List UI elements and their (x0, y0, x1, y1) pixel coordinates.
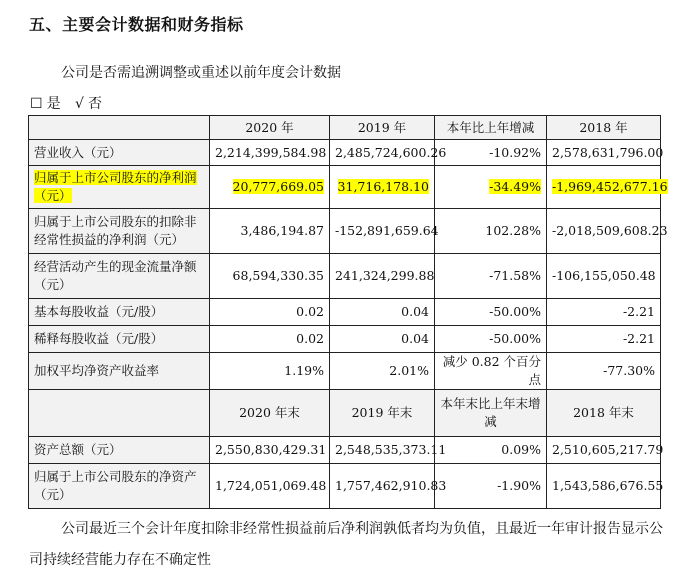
value-cell: 2.01% (330, 353, 435, 390)
row-label: 稀释每股收益（元/股） (29, 326, 210, 353)
table-row (29, 299, 661, 326)
restatement-choice (30, 93, 106, 113)
value-cell: -106,155,050.48 (547, 254, 661, 299)
change-cell: -1.90% (435, 464, 547, 509)
row-label: 基本每股收益（元/股） (29, 299, 210, 326)
change-cell: -10.92% (435, 140, 547, 166)
value-cell: 3,486,194.87 (210, 209, 330, 254)
value-cell: 0.04 (330, 299, 435, 326)
row-label (29, 166, 210, 209)
header-cell: 本年比上年增减 (435, 116, 547, 140)
table-subheader-row (29, 390, 661, 437)
header-cell (29, 390, 210, 437)
section-heading: 五、主要会计数据和财务指标 (29, 15, 244, 34)
header-cell: 2020 年 (210, 116, 330, 140)
header-cell: 2018 年 (547, 116, 661, 140)
value-cell: 2,548,535,373.11 (330, 437, 435, 464)
yes-checkbox-icon: ☐ (30, 96, 43, 112)
change-cell: 102.28% (435, 209, 547, 254)
going-concern-note: 公司最近三个会计年度扣除非经常性损益前后净利润孰低者均为负值，且最近一年审计报告显示公司持续经营能力存在不确定性 (29, 521, 663, 568)
table-row (29, 326, 661, 353)
yes-label: 是 (46, 96, 61, 112)
value-cell: -77.30% (547, 353, 661, 390)
value-cell: 2,578,631,796.00 (547, 140, 661, 166)
value-cell: 68,594,330.35 (210, 254, 330, 299)
table-row (29, 437, 661, 464)
row-label: 归属于上市公司股东的扣除非经常性损益的净利润（元） (29, 209, 210, 254)
highlighted-value: 20,777,669.05 (232, 179, 324, 194)
row-label: 营业收入（元） (29, 140, 210, 166)
change-cell (435, 166, 547, 209)
row-label: 资产总额（元） (29, 437, 210, 464)
highlighted-value: -1,969,452,677.16 (552, 179, 668, 194)
value-cell (210, 166, 330, 209)
header-cell: 2018 年末 (547, 390, 661, 437)
value-cell: -152,891,659.64 (330, 209, 435, 254)
change-cell: -50.00% (435, 299, 547, 326)
value-cell: 241,324,299.88 (330, 254, 435, 299)
header-cell: 2019 年末 (330, 390, 435, 437)
header-cell: 2020 年末 (210, 390, 330, 437)
value-cell: 2,510,605,217.79 (547, 437, 661, 464)
table-row (29, 209, 661, 254)
change-cell: 减少 0.82 个百分点 (435, 353, 547, 390)
value-cell: 0.02 (210, 299, 330, 326)
value-cell: 0.04 (330, 326, 435, 353)
no-label: 否 (87, 96, 102, 112)
table-row-highlighted (29, 166, 661, 209)
value-cell: -2,018,509,608.23 (547, 209, 661, 254)
row-label: 加权平均净资产收益率 (29, 353, 210, 390)
value-cell: -2.21 (547, 326, 661, 353)
checkmark-icon: √ (75, 96, 84, 112)
header-cell (29, 116, 210, 140)
value-cell: 1.19% (210, 353, 330, 390)
value-cell: 0.02 (210, 326, 330, 353)
change-cell: -71.58% (435, 254, 547, 299)
value-cell: 1,724,051,069.48 (210, 464, 330, 509)
highlighted-value: 31,716,178.10 (337, 179, 429, 194)
value-cell: 2,214,399,584.98 (210, 140, 330, 166)
highlighted-label: 归属于上市公司股东的净利润（元） (34, 170, 197, 203)
value-cell (547, 166, 668, 209)
table-row (29, 353, 661, 390)
value-cell: -2.21 (547, 299, 661, 326)
header-cell: 本年末比上年末增减 (435, 390, 547, 437)
financial-indicators-table (28, 115, 668, 509)
restatement-question: 公司是否需追溯调整或重述以前年度会计数据 (61, 65, 341, 81)
table-row (29, 140, 661, 166)
table-row (29, 254, 661, 299)
value-cell: 2,550,830,429.31 (210, 437, 330, 464)
value-cell: 2,485,724,600.26 (330, 140, 435, 166)
table-header-row (29, 116, 661, 140)
value-cell: 1,757,462,910.83 (330, 464, 435, 509)
value-cell: 1,543,586,676.55 (547, 464, 661, 509)
highlighted-value: -34.49% (489, 179, 541, 194)
header-cell: 2019 年 (330, 116, 435, 140)
row-label: 经营活动产生的现金流量净额（元） (29, 254, 210, 299)
row-label: 归属于上市公司股东的净资产（元） (29, 464, 210, 509)
value-cell (330, 166, 435, 209)
change-cell: -50.00% (435, 326, 547, 353)
table-row (29, 464, 661, 509)
change-cell: 0.09% (435, 437, 547, 464)
